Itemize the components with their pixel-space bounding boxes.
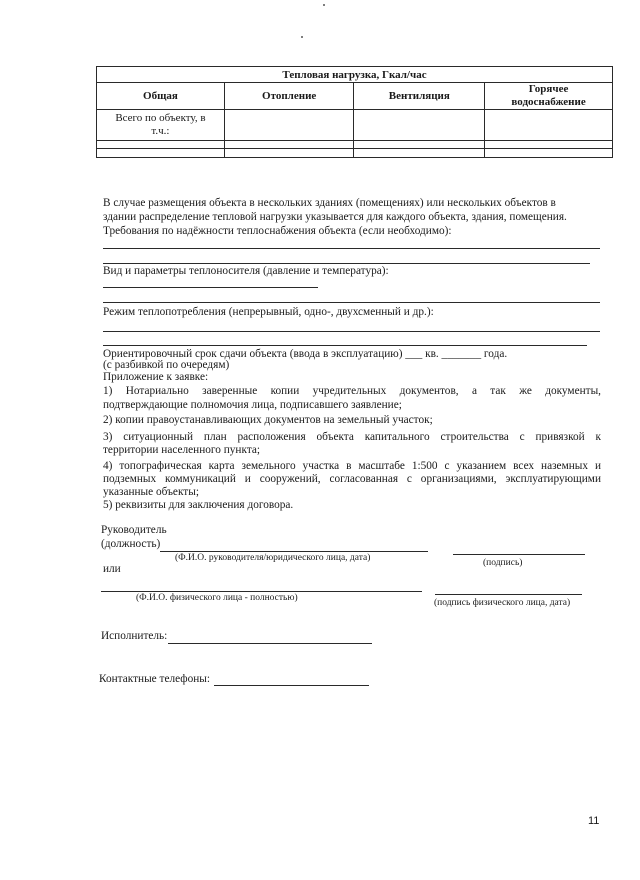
table-cell bbox=[354, 141, 485, 149]
header-hot-water-label: Горячее водоснабжение bbox=[511, 83, 586, 108]
appendix-item-1-line2: подтверждающие полномочия лица, подписавшего заявление; bbox=[103, 399, 402, 411]
fill-line bbox=[103, 331, 600, 332]
header-hot-water bbox=[485, 83, 613, 110]
consumption-mode-label: Режим теплопотребления (непрерывный, одно-, двухсменный и др.): bbox=[103, 306, 434, 318]
scan-speck bbox=[301, 36, 303, 38]
appendix-item-1-line1: 1) Нотариально заверенные копии учредительных документов, а так же документы, bbox=[103, 385, 601, 397]
appendix-item-4-line1: 4) топографическая карта земельного участка в масштабе 1:500 с указанием всех наземных и bbox=[103, 460, 601, 472]
person-sign-line bbox=[435, 594, 582, 595]
table-cell bbox=[97, 141, 225, 149]
fill-line bbox=[103, 263, 590, 264]
table-cell bbox=[485, 110, 613, 141]
phones-label: Контактные телефоны: bbox=[99, 673, 210, 685]
page-number: 11 bbox=[588, 815, 600, 827]
header-total: Общая bbox=[97, 83, 225, 110]
commissioning-date-label: Ориентировочный срок сдачи объекта (ввода в эксплуатацию) ___ кв. _______ года. bbox=[103, 348, 508, 360]
header-ventilation: Вентиляция bbox=[354, 83, 485, 110]
table-cell bbox=[354, 149, 485, 158]
person-sign-caption: (подпись физического лица, дата) bbox=[434, 598, 571, 608]
head-fio-line bbox=[160, 551, 428, 552]
header-heating: Отопление bbox=[224, 83, 354, 110]
paragraph-multi-building-line2: здании распределение тепловой нагрузки указывается для каждого объекта, здания, помещения. bbox=[103, 211, 567, 223]
executor-label: Исполнитель: bbox=[101, 630, 168, 642]
paragraph-multi-building-line1: В случае размещения объекта в нескольких зданиях (помещениях) или нескольких объектов в bbox=[103, 197, 556, 209]
head-sign-line bbox=[453, 554, 585, 555]
appendix-item-4-line2: подземных коммуникаций и сооружений, согласованная с организациями, эксплуатирующими bbox=[103, 473, 601, 485]
position-label: (должность) bbox=[101, 538, 161, 550]
table-cell bbox=[354, 110, 485, 141]
fill-line bbox=[103, 287, 318, 288]
scan-speck bbox=[323, 4, 325, 6]
appendix-item-4-line3: указанные объекты; bbox=[103, 486, 199, 498]
appendix-title: Приложение к заявке: bbox=[103, 371, 209, 383]
total-by-object-label: Всего по объекту, в т.ч.: bbox=[115, 112, 206, 137]
commissioning-stages-note: (с разбивкой по очередям) bbox=[103, 359, 230, 371]
appendix-item-3-line2: территории населенного пункта; bbox=[103, 444, 261, 456]
fill-line bbox=[103, 302, 600, 303]
table-cell bbox=[485, 141, 613, 149]
head-sign-caption: (подпись) bbox=[483, 558, 523, 568]
appendix-item-5: 5) реквизиты для заключения договора. bbox=[103, 499, 294, 511]
phones-line bbox=[214, 685, 369, 686]
table-cell bbox=[224, 149, 354, 158]
or-label: или bbox=[103, 563, 121, 575]
fill-line bbox=[103, 248, 600, 249]
head-fio-caption: (Ф.И.О. руководителя/юридического лица, дата) bbox=[175, 553, 371, 563]
person-fio-caption: (Ф.И.О. физического лица - полностью) bbox=[136, 593, 298, 603]
reliability-requirements-label: Требования по надёжности теплоснабжения объекта (если необходимо): bbox=[103, 225, 452, 237]
person-fio-line bbox=[101, 591, 422, 592]
table-cell bbox=[485, 149, 613, 158]
table-cell bbox=[224, 110, 354, 141]
appendix-item-2: 2) копии правоустанавливающих документов на земельный участок; bbox=[103, 414, 433, 426]
head-label: Руководитель bbox=[101, 524, 167, 536]
executor-line bbox=[168, 643, 372, 644]
table-cell bbox=[224, 141, 354, 149]
table-cell bbox=[97, 149, 225, 158]
coolant-parameters-label: Вид и параметры теплоносителя (давление и температура): bbox=[103, 265, 389, 277]
table-title: Тепловая нагрузка, Гкал/час bbox=[97, 67, 613, 83]
table-cell-total-label bbox=[97, 110, 225, 141]
heat-load-table bbox=[96, 66, 613, 158]
fill-line bbox=[103, 345, 587, 346]
appendix-item-3-line1: 3) ситуационный план расположения объекта капитального строительства с привязкой к bbox=[103, 431, 601, 443]
